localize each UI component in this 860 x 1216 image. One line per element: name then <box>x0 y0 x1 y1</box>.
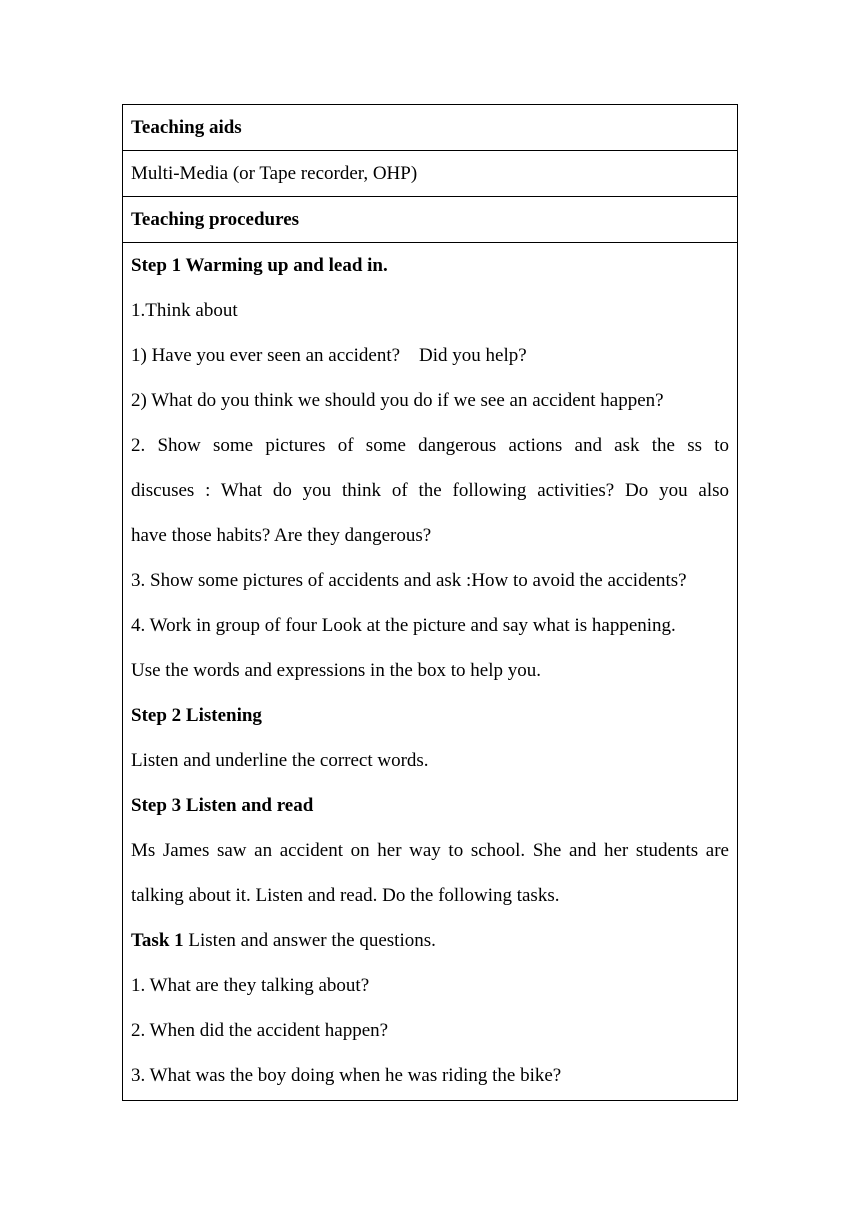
step2-heading: Step 2 Listening <box>131 705 262 726</box>
step1-line-2: 1) Have you ever seen an accident? Did you help? <box>131 345 527 366</box>
step1-line-7: 3. Show some pictures of accidents and ask :How to avoid the accidents? <box>131 570 687 591</box>
teaching-procedures-content-cell <box>123 243 737 1100</box>
step1-line-4: 2. Show some pictures of some dangerous actions and ask the ss to <box>131 435 729 456</box>
step3-line-2: talking about it. Listen and read. Do the following tasks. <box>131 885 560 906</box>
lesson-plan-table <box>122 104 738 1101</box>
teaching-procedures-heading: Teaching procedures <box>131 209 300 230</box>
teaching-aids-value-cell <box>123 151 737 197</box>
question-3: 3. What was the boy doing when he was riding the bike? <box>131 1065 562 1086</box>
teaching-aids-value: Multi-Media (or Tape recorder, OHP) <box>131 163 418 184</box>
task1-line <box>131 918 729 963</box>
task1-label: Task 1 <box>131 930 184 951</box>
step1-line-3: 2) What do you think we should you do if we see an accident happen? <box>131 390 664 411</box>
step1-heading: Step 1 Warming up and lead in. <box>131 255 388 276</box>
step3-heading: Step 3 Listen and read <box>131 795 314 816</box>
step1-line-5: discuses : What do you think of the following activities? Do you also <box>131 480 729 501</box>
teaching-aids-heading-cell <box>123 105 737 151</box>
step2-line-1: Listen and underline the correct words. <box>131 750 429 771</box>
teaching-procedures-heading-cell <box>123 197 737 243</box>
step1-line-1: 1.Think about <box>131 300 238 321</box>
task1-text: Listen and answer the questions. <box>183 930 436 951</box>
step1-line-8: 4. Work in group of four Look at the picture and say what is happening. <box>131 615 676 636</box>
question-2: 2. When did the accident happen? <box>131 1020 389 1041</box>
step1-line-9: Use the words and expressions in the box to help you. <box>131 660 542 681</box>
teaching-aids-heading: Teaching aids <box>131 117 242 138</box>
step1-line-6: have those habits? Are they dangerous? <box>131 525 432 546</box>
step3-line-1: Ms James saw an accident on her way to school. She and her students are <box>131 840 729 861</box>
question-1: 1. What are they talking about? <box>131 975 370 996</box>
